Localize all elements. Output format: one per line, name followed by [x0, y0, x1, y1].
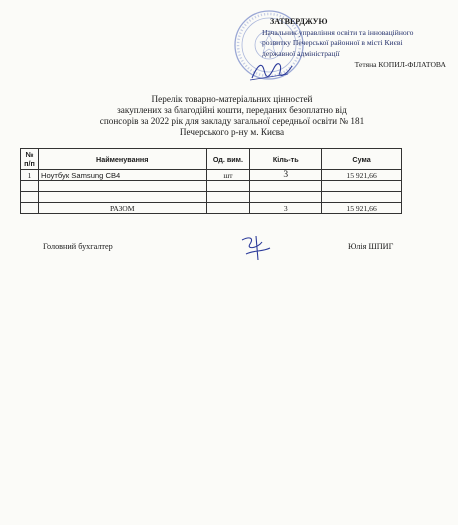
column-header-unit: Од. вим. [206, 149, 250, 170]
cell-qty: 3 [250, 170, 322, 181]
cell-unit: шт [206, 170, 250, 181]
accountant-name: Юлія ШПИГ [348, 242, 394, 251]
column-header-num: № п/п [21, 149, 39, 170]
accountant-signature [236, 232, 276, 264]
table-row-empty [21, 192, 402, 203]
accountant-position: Головний бухгалтер [43, 242, 113, 251]
cell-num: 1 [21, 170, 39, 181]
total-sum: 15 921,66 [322, 203, 402, 214]
inventory-table [20, 148, 402, 214]
table-total-row [21, 203, 402, 214]
table-row-empty [21, 181, 402, 192]
approval-line: розвитку Печерської районної в місті Києві [262, 38, 403, 47]
total-qty: 3 [250, 203, 322, 214]
cell-name: Ноутбук Samsung CB4 [38, 170, 206, 181]
column-header-name: Найменування [38, 149, 206, 170]
approval-signature [248, 58, 296, 84]
approval-line: Начальник управління освіти та інноваційного [262, 27, 414, 37]
table-row [21, 170, 402, 181]
title-line: Печерського р-ну м. Києва [179, 127, 285, 137]
title-line: спонсорів за 2022 рік для закладу загальної середньої освіти № 181 [99, 116, 365, 126]
approval-line: державної адміністрації [262, 48, 340, 58]
title-line: Перелік товарно-матеріальних цінностей [151, 94, 313, 104]
table-header-row [21, 149, 402, 170]
title-line: закуплених за благодійні кошти, переданих безоплатно від [117, 105, 347, 115]
column-header-qty: Кіль-ть [250, 149, 322, 170]
cell-sum: 15 921,66 [322, 170, 402, 181]
approval-heading: ЗАТВЕРДЖУЮ [270, 17, 328, 26]
column-header-sum: Сума [322, 149, 402, 170]
approval-signatory: Тетяна КОПИЛ-ФІЛАТОВА [354, 60, 446, 69]
document-title [40, 94, 424, 138]
total-label: РАЗОМ [38, 203, 206, 214]
